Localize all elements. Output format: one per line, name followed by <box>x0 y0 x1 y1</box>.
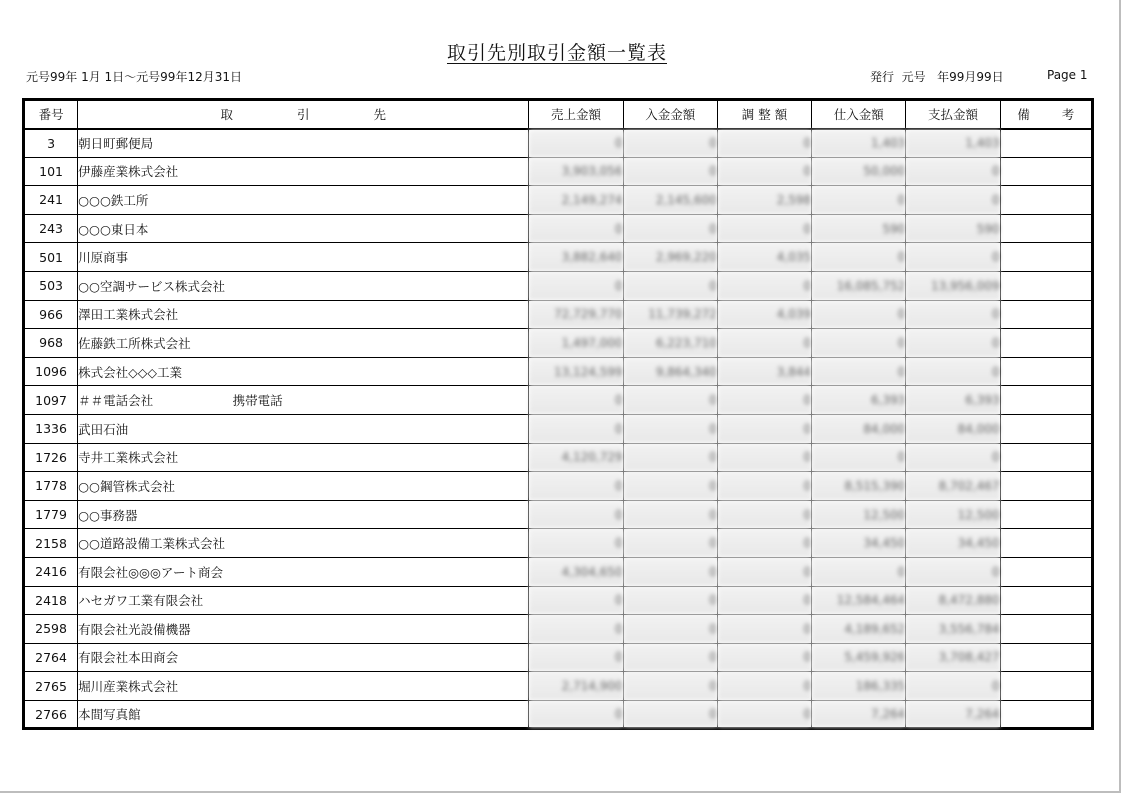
adjustment-amount: 0 <box>717 271 811 300</box>
adjustment-amount: 0 <box>717 529 811 558</box>
header-number: 番号 <box>24 100 78 129</box>
payment-amount: 590 <box>906 214 1000 243</box>
notes-cell <box>1000 472 1092 501</box>
row-number: 1336 <box>24 414 78 443</box>
payment-amount: 6,393 <box>906 386 1000 415</box>
sales-amount: 1,497,000 <box>529 329 623 358</box>
notes-cell <box>1000 500 1092 529</box>
header-adjustment: 調 整 額 <box>717 100 811 129</box>
payment-amount: 0 <box>906 357 1000 386</box>
purchase-amount: 1,403 <box>812 129 906 158</box>
adjustment-amount: 2,598 <box>717 186 811 215</box>
notes-cell <box>1000 529 1092 558</box>
adjustment-amount: 0 <box>717 214 811 243</box>
notes-cell <box>1000 386 1092 415</box>
row-number: 2418 <box>24 586 78 615</box>
payment-amount: 0 <box>906 157 1000 186</box>
table-row <box>24 586 1093 615</box>
row-number: 503 <box>24 271 78 300</box>
partner-amount-table <box>22 98 1094 730</box>
table-row <box>24 157 1093 186</box>
receipt-amount: 0 <box>623 271 717 300</box>
sales-amount: 0 <box>529 472 623 501</box>
adjustment-amount: 0 <box>717 129 811 158</box>
notes-cell <box>1000 414 1092 443</box>
adjustment-amount: 0 <box>717 586 811 615</box>
payment-amount: 34,450 <box>906 529 1000 558</box>
purchase-amount: 84,000 <box>812 414 906 443</box>
receipt-amount: 0 <box>623 700 717 729</box>
notes-cell <box>1000 357 1092 386</box>
payment-amount: 0 <box>906 329 1000 358</box>
adjustment-amount: 0 <box>717 329 811 358</box>
row-number: 1778 <box>24 472 78 501</box>
table-row <box>24 357 1093 386</box>
table-row <box>24 615 1093 644</box>
adjustment-amount: 0 <box>717 615 811 644</box>
table-row <box>24 271 1093 300</box>
header-partner: 取 引 先 <box>78 100 529 129</box>
receipt-amount: 0 <box>623 586 717 615</box>
sales-amount: 0 <box>529 500 623 529</box>
row-number: 1779 <box>24 500 78 529</box>
partner-name: 寺井工業株式会社 <box>78 443 529 472</box>
sales-amount: 0 <box>529 586 623 615</box>
header-sales: 売上金額 <box>529 100 623 129</box>
row-number: 501 <box>24 243 78 272</box>
row-number: 2765 <box>24 672 78 701</box>
receipt-amount: 0 <box>623 214 717 243</box>
payment-amount: 0 <box>906 672 1000 701</box>
partner-name: 澤田工業株式会社 <box>78 300 529 329</box>
purchase-amount: 0 <box>812 186 906 215</box>
partner-name: ○○道路設備工業株式会社 <box>78 529 529 558</box>
purchase-amount: 0 <box>812 329 906 358</box>
sales-amount: 3,903,056 <box>529 157 623 186</box>
purchase-amount: 7,264 <box>812 700 906 729</box>
adjustment-amount: 4,035 <box>717 243 811 272</box>
row-number: 243 <box>24 214 78 243</box>
receipt-amount: 0 <box>623 443 717 472</box>
purchase-amount: 186,335 <box>812 672 906 701</box>
receipt-amount: 0 <box>623 129 717 158</box>
row-number: 966 <box>24 300 78 329</box>
payment-amount: 7,264 <box>906 700 1000 729</box>
sales-amount: 0 <box>529 214 623 243</box>
partner-name: 伊藤産業株式会社 <box>78 157 529 186</box>
partner-name: 堀川産業株式会社 <box>78 672 529 701</box>
receipt-amount: 9,864,340 <box>623 357 717 386</box>
adjustment-amount: 0 <box>717 672 811 701</box>
table-header-row <box>24 100 1093 129</box>
purchase-amount: 5,459,926 <box>812 643 906 672</box>
purchase-amount: 12,584,464 <box>812 586 906 615</box>
sales-amount: 3,882,640 <box>529 243 623 272</box>
receipt-amount: 0 <box>623 472 717 501</box>
purchase-amount: 6,393 <box>812 386 906 415</box>
payment-amount: 8,472,880 <box>906 586 1000 615</box>
partner-name: ○○○東日本 <box>78 214 529 243</box>
report-period: 元号99年 1月 1日～元号99年12月31日 <box>26 70 242 84</box>
purchase-amount: 590 <box>812 214 906 243</box>
sales-amount: 0 <box>529 271 623 300</box>
payment-amount: 3,556,784 <box>906 615 1000 644</box>
table-row <box>24 243 1093 272</box>
table-row <box>24 472 1093 501</box>
notes-cell <box>1000 643 1092 672</box>
purchase-amount: 12,500 <box>812 500 906 529</box>
payment-amount: 1,403 <box>906 129 1000 158</box>
purchase-amount: 34,450 <box>812 529 906 558</box>
payment-amount: 8,702,467 <box>906 472 1000 501</box>
report-title: 取引先別取引金額一覧表 <box>446 42 667 64</box>
purchase-amount: 0 <box>812 357 906 386</box>
table-row <box>24 214 1093 243</box>
partner-name: 佐藤鉄工所株式会社 <box>78 329 529 358</box>
header-purchases: 仕入金額 <box>812 100 906 129</box>
sales-amount: 0 <box>529 700 623 729</box>
receipt-amount: 2,145,600 <box>623 186 717 215</box>
table-row <box>24 129 1093 158</box>
notes-cell <box>1000 271 1092 300</box>
payment-amount: 0 <box>906 243 1000 272</box>
purchase-amount: 0 <box>812 300 906 329</box>
receipt-amount: 0 <box>623 615 717 644</box>
adjustment-amount: 0 <box>717 472 811 501</box>
table-row <box>24 300 1093 329</box>
partner-name: 武田石油 <box>78 414 529 443</box>
sales-amount: 0 <box>529 129 623 158</box>
receipt-amount: 0 <box>623 157 717 186</box>
partner-name: ＃＃電話会社 携帯電話 <box>78 386 529 415</box>
payment-amount: 0 <box>906 300 1000 329</box>
purchase-amount: 16,085,752 <box>812 271 906 300</box>
notes-cell <box>1000 243 1092 272</box>
header-receipts: 入金金額 <box>623 100 717 129</box>
adjustment-amount: 0 <box>717 557 811 586</box>
payment-amount: 0 <box>906 557 1000 586</box>
table-row <box>24 443 1093 472</box>
row-number: 1096 <box>24 357 78 386</box>
adjustment-amount: 0 <box>717 700 811 729</box>
payment-amount: 84,000 <box>906 414 1000 443</box>
table-row <box>24 672 1093 701</box>
purchase-amount: 0 <box>812 557 906 586</box>
payment-amount: 3,708,427 <box>906 643 1000 672</box>
purchase-amount: 0 <box>812 443 906 472</box>
row-number: 1097 <box>24 386 78 415</box>
table-row <box>24 557 1093 586</box>
receipt-amount: 0 <box>623 414 717 443</box>
partner-name: 有限会社◎◎◎アート商会 <box>78 557 529 586</box>
adjustment-amount: 0 <box>717 386 811 415</box>
sales-amount: 0 <box>529 414 623 443</box>
row-number: 2598 <box>24 615 78 644</box>
payment-amount: 13,956,009 <box>906 271 1000 300</box>
sales-amount: 2,714,900 <box>529 672 623 701</box>
notes-cell <box>1000 586 1092 615</box>
receipt-amount: 0 <box>623 386 717 415</box>
notes-cell <box>1000 329 1092 358</box>
receipt-amount: 11,739,272 <box>623 300 717 329</box>
partner-name: 有限会社光設備機器 <box>78 615 529 644</box>
notes-cell <box>1000 129 1092 158</box>
notes-cell <box>1000 300 1092 329</box>
notes-cell <box>1000 443 1092 472</box>
purchase-amount: 4,189,652 <box>812 615 906 644</box>
receipt-amount: 0 <box>623 557 717 586</box>
row-number: 241 <box>24 186 78 215</box>
table-row <box>24 500 1093 529</box>
table-body <box>24 129 1093 729</box>
row-number: 2766 <box>24 700 78 729</box>
payment-amount: 12,500 <box>906 500 1000 529</box>
notes-cell <box>1000 157 1092 186</box>
row-number: 2416 <box>24 557 78 586</box>
sales-amount: 2,149,274 <box>529 186 623 215</box>
table-row <box>24 186 1093 215</box>
notes-cell <box>1000 700 1092 729</box>
adjustment-amount: 0 <box>717 643 811 672</box>
row-number: 2158 <box>24 529 78 558</box>
issue-date: 発行 元号 年99月99日 <box>870 70 1004 84</box>
sales-amount: 0 <box>529 643 623 672</box>
adjustment-amount: 3,844 <box>717 357 811 386</box>
notes-cell <box>1000 214 1092 243</box>
sales-amount: 13,124,599 <box>529 357 623 386</box>
adjustment-amount: 0 <box>717 443 811 472</box>
table-row <box>24 329 1093 358</box>
partner-name: ○○鋼管株式会社 <box>78 472 529 501</box>
row-number: 2764 <box>24 643 78 672</box>
receipt-amount: 6,223,710 <box>623 329 717 358</box>
row-number: 101 <box>24 157 78 186</box>
sales-amount: 4,304,650 <box>529 557 623 586</box>
row-number: 1726 <box>24 443 78 472</box>
payment-amount: 0 <box>906 443 1000 472</box>
table-row <box>24 643 1093 672</box>
sales-amount: 72,729,770 <box>529 300 623 329</box>
payment-amount: 0 <box>906 186 1000 215</box>
table-row <box>24 529 1093 558</box>
partner-name: ○○事務器 <box>78 500 529 529</box>
row-number: 968 <box>24 329 78 358</box>
partner-name: 株式会社◇◇◇工業 <box>78 357 529 386</box>
partner-name: 川原商事 <box>78 243 529 272</box>
table-row <box>24 386 1093 415</box>
table-row <box>24 414 1093 443</box>
partner-name: ○○○鉄工所 <box>78 186 529 215</box>
receipt-amount: 0 <box>623 500 717 529</box>
notes-cell <box>1000 672 1092 701</box>
adjustment-amount: 0 <box>717 157 811 186</box>
purchase-amount: 50,000 <box>812 157 906 186</box>
page-number: Page 1 <box>1047 68 1088 82</box>
sales-amount: 0 <box>529 615 623 644</box>
table-row <box>24 700 1093 729</box>
receipt-amount: 0 <box>623 643 717 672</box>
notes-cell <box>1000 615 1092 644</box>
header-notes: 備 考 <box>1000 100 1092 129</box>
partner-name: ○○空調サービス株式会社 <box>78 271 529 300</box>
notes-cell <box>1000 557 1092 586</box>
partner-name: ハセガワ工業有限会社 <box>78 586 529 615</box>
row-number: 3 <box>24 129 78 158</box>
adjustment-amount: 0 <box>717 414 811 443</box>
sales-amount: 0 <box>529 529 623 558</box>
receipt-amount: 0 <box>623 529 717 558</box>
adjustment-amount: 0 <box>717 500 811 529</box>
notes-cell <box>1000 186 1092 215</box>
header-payments: 支払金額 <box>906 100 1000 129</box>
adjustment-amount: 4,039 <box>717 300 811 329</box>
purchase-amount: 8,515,390 <box>812 472 906 501</box>
receipt-amount: 2,969,220 <box>623 243 717 272</box>
sales-amount: 0 <box>529 386 623 415</box>
partner-name: 本間写真館 <box>78 700 529 729</box>
partner-name: 有限会社本田商会 <box>78 643 529 672</box>
purchase-amount: 0 <box>812 243 906 272</box>
receipt-amount: 0 <box>623 672 717 701</box>
partner-name: 朝日町郵便局 <box>78 129 529 158</box>
sales-amount: 4,120,729 <box>529 443 623 472</box>
